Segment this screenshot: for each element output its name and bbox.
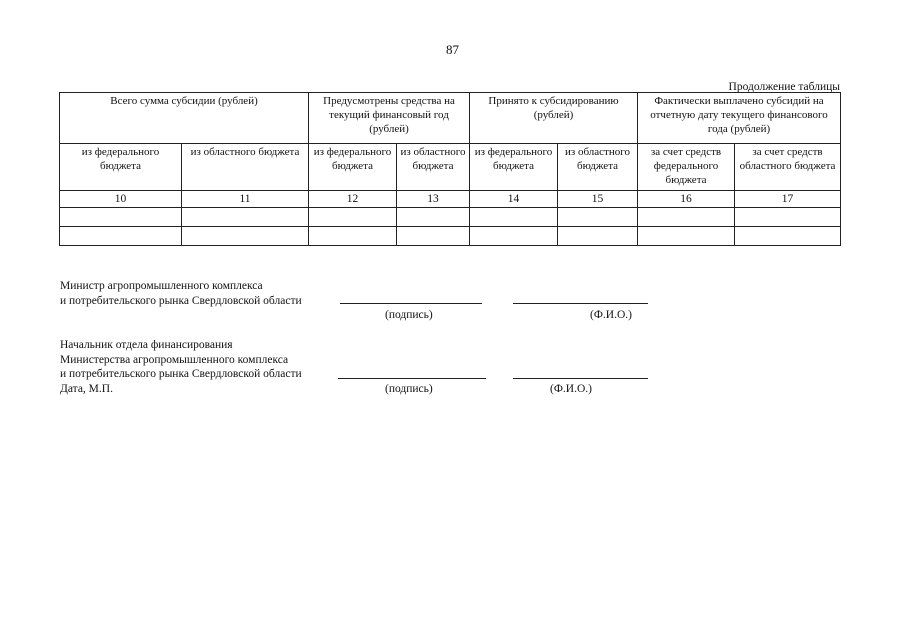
data-cell[interactable] [735,227,841,246]
data-cell[interactable] [182,227,309,246]
data-cell[interactable] [558,227,638,246]
head-title-line3: и потребительского рынка Свердловской области [60,368,302,380]
data-cell[interactable] [309,208,397,227]
continuation-label: Продолжение таблицы [728,81,840,93]
minister-sign-caption: (подпись) [385,309,433,321]
head-title-line1: Начальник отдела финансирования [60,339,233,351]
data-cell[interactable] [60,227,182,246]
sub-header-cell: из областного бюджета [558,144,638,191]
sub-header-cell: из федерального бюджета [60,144,182,191]
head-sign-caption: (подпись) [385,383,433,395]
data-cell[interactable] [558,208,638,227]
head-of-finance-signature-block [60,338,302,396]
column-number: 15 [558,191,638,208]
sub-header-row [60,144,841,191]
head-name-line[interactable] [513,378,648,379]
data-cell[interactable] [638,208,735,227]
data-cell[interactable] [309,227,397,246]
group-header-accepted: Принято к субсидированию (рублей) [470,93,638,144]
sub-header-cell: за счет средств федерального бюджета [638,144,735,191]
column-number: 10 [60,191,182,208]
head-name-caption: (Ф.И.О.) [550,383,592,395]
sub-header-cell: из федерального бюджета [309,144,397,191]
minister-title-line1: Министр агропромышленного комплекса [60,280,263,292]
column-number: 12 [309,191,397,208]
minister-name-line[interactable] [513,303,648,304]
subsidy-table [59,92,841,246]
head-title-line2: Министерства агропромышленного комплекса [60,353,289,366]
table-row [60,208,841,227]
page-number: 87 [446,42,459,57]
sub-header-cell: из федерального бюджета [470,144,558,191]
date-stamp-label: Дата, М.П. [60,382,113,395]
head-signature-line[interactable] [338,378,486,379]
group-header-paid: Фактически выплачено субсидий на отчетную дату текущего финансового года (рублей) [638,93,841,144]
sub-header-cell: из областного бюджета [397,144,470,191]
data-cell[interactable] [397,227,470,246]
minister-name-caption: (Ф.И.О.) [590,309,632,321]
data-cell[interactable] [470,208,558,227]
column-number: 11 [182,191,309,208]
data-cell[interactable] [182,208,309,227]
column-number: 16 [638,191,735,208]
data-cell[interactable] [638,227,735,246]
column-number: 13 [397,191,470,208]
group-header-total: Всего сумма субсидии (рублей) [60,93,309,144]
column-number: 17 [735,191,841,208]
group-header-planned: Предусмотрены средства на текущий финансовый год (рублей) [309,93,470,144]
group-header-row [60,93,841,144]
data-cell[interactable] [735,208,841,227]
table-row [60,227,841,246]
minister-signature-line[interactable] [340,303,482,304]
data-cell[interactable] [470,227,558,246]
column-number: 14 [470,191,558,208]
sub-header-cell: из областного бюджета [182,144,309,191]
data-cell[interactable] [60,208,182,227]
minister-title-line2: и потребительского рынка Свердловской области [60,294,302,307]
sub-header-cell: за счет средств областного бюджета [735,144,841,191]
minister-signature-block [60,279,302,308]
column-number-row [60,191,841,208]
data-cell[interactable] [397,208,470,227]
